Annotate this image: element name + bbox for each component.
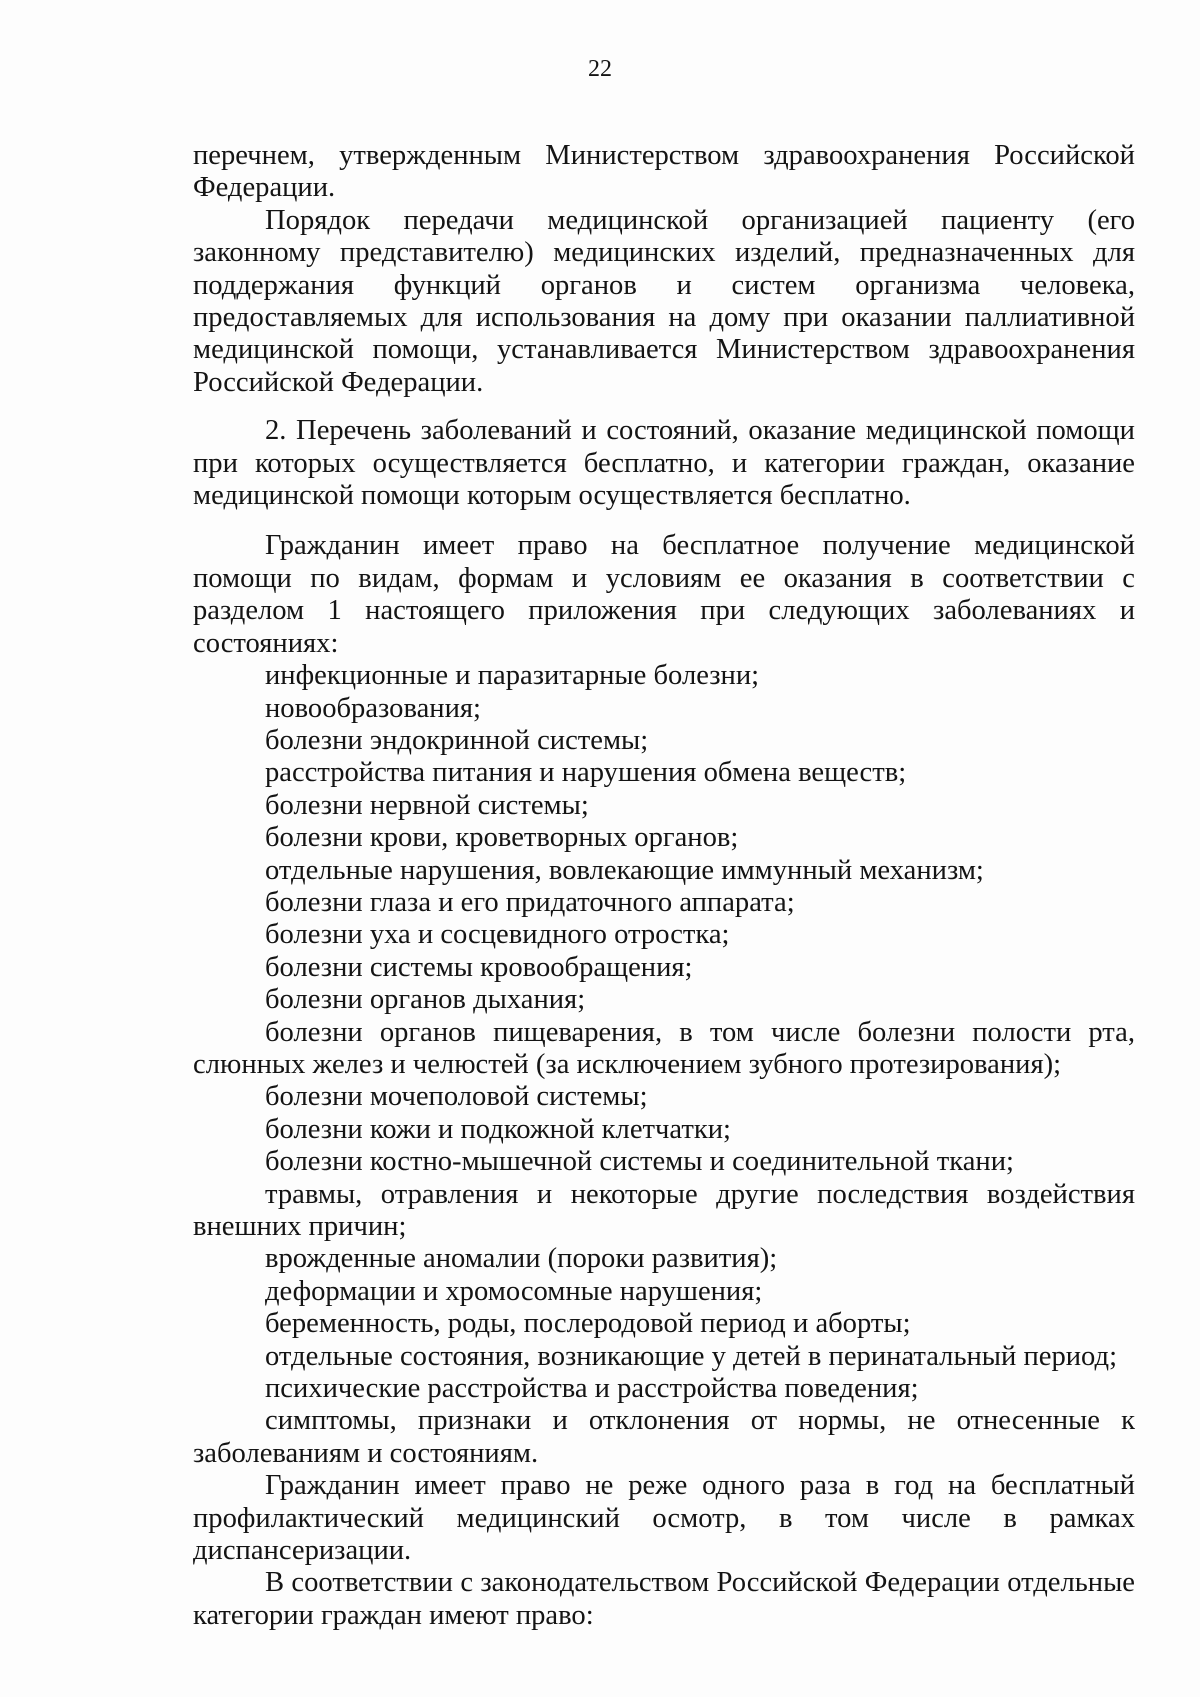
list-item: психические расстройства и расстройства поведения; bbox=[265, 1373, 919, 1405]
conditions-list bbox=[193, 660, 1135, 1470]
list-item: болезни системы кровообращения; bbox=[265, 951, 693, 983]
right-intro-paragraph: Гражданин имеет право на бесплатное получение медицинской помощи по видам, формам и условиям ее оказания в соответствии с разделом 1 настоящего приложения при следующих заболеваниях и состояниях: bbox=[193, 530, 1135, 659]
list-item: инфекционные и паразитарные болезни; bbox=[265, 660, 760, 692]
list-item: врожденные аномалии (пороки развития); bbox=[265, 1243, 778, 1275]
page-number: 22 bbox=[588, 56, 612, 82]
list-item: болезни нервной системы; bbox=[265, 789, 589, 821]
list-item: болезни уха и сосцевидного отростка; bbox=[265, 919, 730, 951]
list-item: деформации и хромосомные нарушения; bbox=[265, 1275, 763, 1307]
list-item: симптомы, признаки и отклонения от нормы, не отнесенные к заболеваниям и состояниям. bbox=[193, 1405, 1135, 1469]
list-item: болезни кожи и подкожной клетчатки; bbox=[265, 1113, 731, 1145]
list-item: новообразования; bbox=[265, 692, 481, 724]
list-item: болезни глаза и его придаточного аппарата; bbox=[265, 886, 795, 918]
list-item: болезни мочеполовой системы; bbox=[265, 1081, 648, 1113]
continuation-paragraph: перечнем, утвержденным Министерством здравоохранения Российской Федерации. bbox=[193, 140, 1135, 204]
section-heading: 2. Перечень заболеваний и состояний, оказание медицинской помощи при которых осуществляется бесплатно, и категории граждан, оказание медицинской помощи которым осуществляется бесплатно. bbox=[193, 415, 1135, 512]
list-item: болезни костно-мышечной системы и соединительной ткани; bbox=[265, 1146, 1014, 1178]
list-item: беременность, роды, послеродовой период и аборты; bbox=[265, 1308, 911, 1340]
transfer-order-paragraph: Порядок передачи медицинской организацией пациенту (его законному представителю) медицинских изделий, предназначенных для поддержания функций органов и систем организма человека, предоставляемых для использования на дому при оказании паллиативной медицинской помощи, устанавливается Министерством здравоохранения Российской Федерации. bbox=[193, 204, 1135, 398]
list-item: болезни органов дыхания; bbox=[265, 984, 586, 1016]
list-item: болезни органов пищеварения, в том числе болезни полости рта, слюнных желез и челюстей (за исключением зубного протезирования); bbox=[193, 1016, 1135, 1080]
list-item: травмы, отравления и некоторые другие последствия воздействия внешних причин; bbox=[193, 1178, 1135, 1242]
list-item: расстройства питания и нарушения обмена веществ; bbox=[265, 757, 907, 789]
categories-intro-paragraph: В соответствии с законодательством Российской Федерации отдельные категории граждан имеют право: bbox=[193, 1567, 1135, 1631]
list-item: болезни крови, кроветворных органов; bbox=[265, 822, 739, 854]
list-item: болезни эндокринной системы; bbox=[265, 724, 649, 756]
list-item: отдельные нарушения, вовлекающие иммунный механизм; bbox=[265, 854, 984, 886]
list-item: отдельные состояния, возникающие у детей в перинатальный период; bbox=[265, 1340, 1118, 1372]
document-body bbox=[193, 140, 1135, 1632]
checkup-paragraph: Гражданин имеет право не реже одного раза в год на бесплатный профилактический медицинский осмотр, в том числе в рамках диспансеризации. bbox=[193, 1470, 1135, 1567]
